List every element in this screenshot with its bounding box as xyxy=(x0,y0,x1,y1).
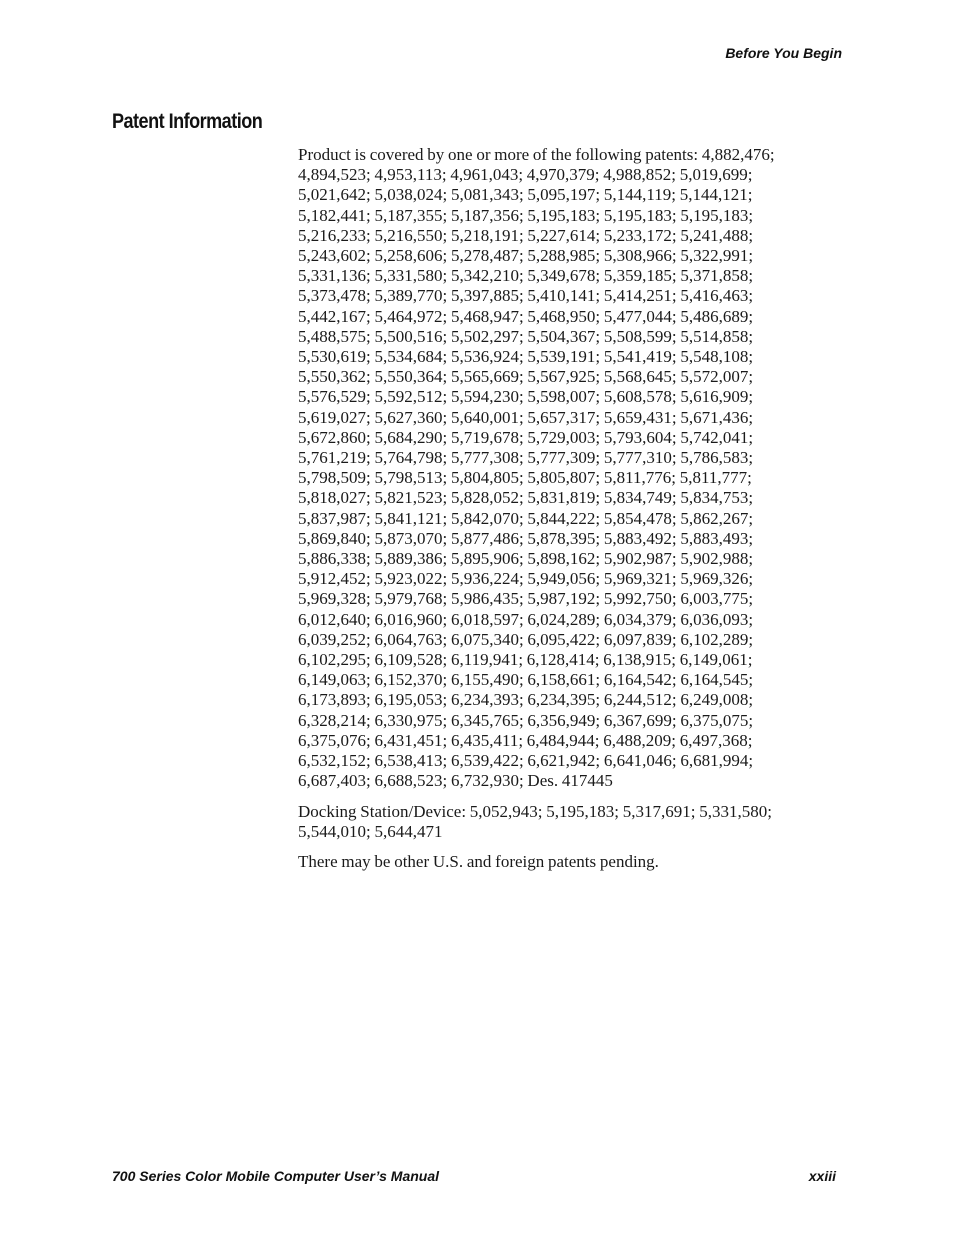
body-column xyxy=(298,145,828,882)
footer-page-number: xxiii xyxy=(808,1168,836,1184)
text-line: 5,969,328; 5,979,768; 5,986,435; 5,987,192; 5,992,750; 6,003,775; xyxy=(298,589,754,609)
docking-station-paragraph xyxy=(298,802,828,842)
text-line: 5,886,338; 5,889,386; 5,895,906; 5,898,162; 5,902,987; 5,902,988; xyxy=(298,549,754,569)
text-line: 5,243,602; 5,258,606; 5,278,487; 5,288,985; 5,308,966; 5,322,991; xyxy=(298,246,754,266)
text-line: 6,328,214; 6,330,975; 6,345,765; 6,356,949; 6,367,699; 6,375,075; xyxy=(298,710,754,730)
text-line: 6,149,063; 6,152,370; 6,155,490; 6,158,661; 6,164,542; 6,164,545; xyxy=(298,670,754,690)
patent-list-paragraph xyxy=(298,145,828,792)
footer-manual-title: 700 Series Color Mobile Computer User’s Manual xyxy=(112,1168,440,1184)
text-line: 5,021,642; 5,038,024; 5,081,343; 5,095,197; 5,144,119; 5,144,121; xyxy=(298,185,753,205)
text-line: 5,544,010; 5,644,471 xyxy=(298,821,443,841)
text-line: 5,672,860; 5,684,290; 5,719,678; 5,729,003; 5,793,604; 5,742,041; xyxy=(298,427,754,447)
text-line: 6,173,893; 6,195,053; 6,234,393; 6,234,395; 6,244,512; 6,249,008; xyxy=(298,690,754,710)
text-line: 6,039,252; 6,064,763; 6,075,340; 6,095,422; 6,097,839; 6,102,289; xyxy=(298,629,754,649)
section-title: Patent Information xyxy=(112,110,263,133)
text-line: 6,532,152; 6,538,413; 6,539,422; 6,621,942; 6,641,046; 6,681,994; xyxy=(298,751,754,771)
text-line: 5,442,167; 5,464,972; 5,468,947; 5,468,950; 5,477,044; 5,486,689; xyxy=(298,306,754,326)
text-line: 5,619,027; 5,627,360; 5,640,001; 5,657,317; 5,659,431; 5,671,436; xyxy=(298,407,754,427)
running-head: Before You Begin xyxy=(725,45,842,61)
text-line: 4,894,523; 4,953,113; 4,961,043; 4,970,379; 4,988,852; 5,019,699; xyxy=(298,165,753,185)
text-line: 5,182,441; 5,187,355; 5,187,356; 5,195,183; 5,195,183; 5,195,183; xyxy=(298,205,754,225)
text-line: 5,373,478; 5,389,770; 5,397,885; 5,410,141; 5,414,251; 5,416,463; xyxy=(298,286,754,306)
text-line: Product is covered by one or more of the following patents: 4,882,476; xyxy=(298,145,775,164)
text-line: 6,012,640; 6,016,960; 6,018,597; 6,024,289; 6,034,379; 6,036,093; xyxy=(298,609,754,629)
text-line: 5,837,987; 5,841,121; 5,842,070; 5,844,222; 5,854,478; 5,862,267; xyxy=(298,508,754,528)
text-line: 5,869,840; 5,873,070; 5,877,486; 5,878,395; 5,883,492; 5,883,493; xyxy=(298,528,754,548)
text-line: 5,550,362; 5,550,364; 5,565,669; 5,567,925; 5,568,645; 5,572,007; xyxy=(298,367,754,387)
text-line: 5,761,219; 5,764,798; 5,777,308; 5,777,309; 5,777,310; 5,786,583; xyxy=(298,448,754,468)
patents-pending-note: There may be other U.S. and foreign patents pending. xyxy=(298,851,659,871)
text-line: 6,102,295; 6,109,528; 6,119,941; 6,128,414; 6,138,915; 6,149,061; xyxy=(298,650,753,670)
text-line: Docking Station/Device: 5,052,943; 5,195,183; 5,317,691; 5,331,580; xyxy=(298,801,772,821)
text-line: 5,216,233; 5,216,550; 5,218,191; 5,227,614; 5,233,172; 5,241,488; xyxy=(298,225,754,245)
text-line: 5,912,452; 5,923,022; 5,936,224; 5,949,056; 5,969,321; 5,969,326; xyxy=(298,569,754,589)
text-line: 6,375,076; 6,431,451; 6,435,411; 6,484,944; 6,488,209; 6,497,368; xyxy=(298,730,753,750)
text-line: 6,687,403; 6,688,523; 6,732,930; Des. 417445 xyxy=(298,771,613,791)
text-line: 5,488,575; 5,500,516; 5,502,297; 5,504,367; 5,508,599; 5,514,858; xyxy=(298,326,754,346)
text-line: 5,818,027; 5,821,523; 5,828,052; 5,831,819; 5,834,749; 5,834,753; xyxy=(298,488,754,508)
text-line: 5,576,529; 5,592,512; 5,594,230; 5,598,007; 5,608,578; 5,616,909; xyxy=(298,387,754,407)
text-line: 5,530,619; 5,534,684; 5,536,924; 5,539,191; 5,541,419; 5,548,108; xyxy=(298,347,754,367)
text-line: 5,798,509; 5,798,513; 5,804,805; 5,805,807; 5,811,776; 5,811,777; xyxy=(298,468,752,488)
text-line: 5,331,136; 5,331,580; 5,342,210; 5,349,678; 5,359,185; 5,371,858; xyxy=(298,266,754,286)
